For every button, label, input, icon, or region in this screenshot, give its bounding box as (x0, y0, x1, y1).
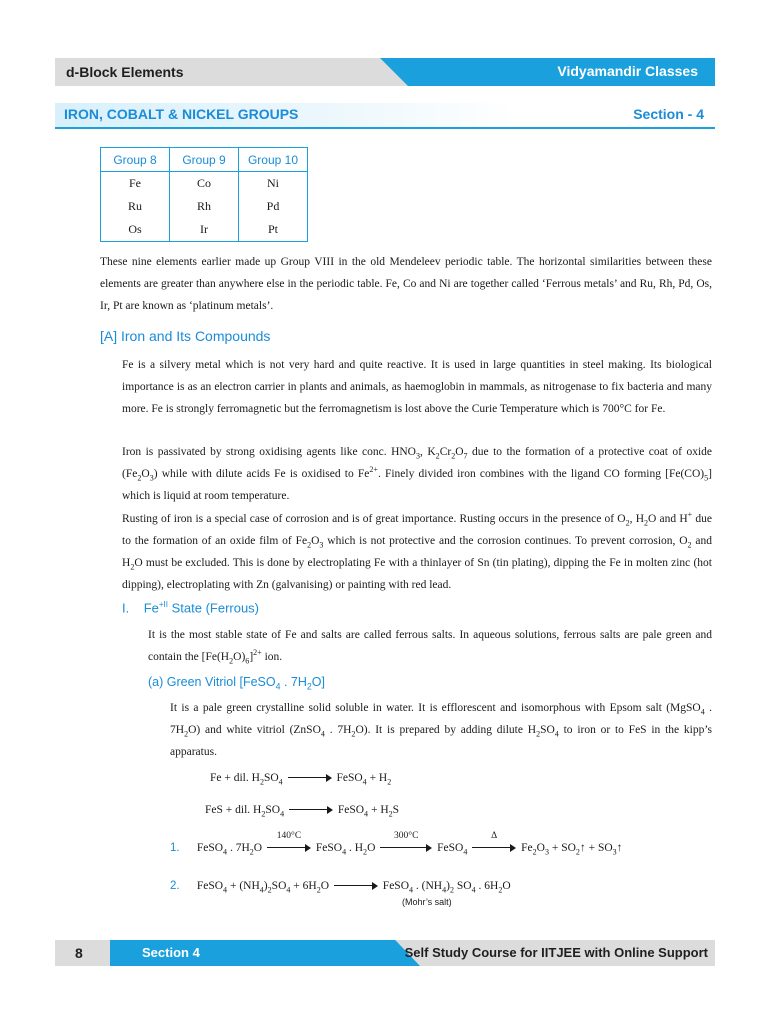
ferrous-numeral: I. (122, 600, 130, 616)
subscript: 2 (435, 451, 440, 461)
table-header: Group 8 (101, 148, 170, 172)
subscript: 2 (137, 473, 142, 483)
subscript: 4 (275, 681, 281, 692)
subscript: 2 (249, 847, 254, 857)
eq4-number: 2. (170, 880, 180, 892)
section-number: Section - 4 (633, 106, 704, 122)
footer-section: Section 4 (142, 945, 200, 960)
chapter-title: d-Block Elements (66, 64, 184, 80)
section-rule (55, 127, 715, 129)
subscript: 2 (316, 885, 321, 895)
subscript: 4 (364, 809, 369, 819)
eq3-intermediate-2: FeSO$_4$ (437, 842, 468, 857)
subscript: 6 (245, 656, 250, 666)
subscript: 4 (280, 809, 285, 819)
subscript: 7 (463, 451, 468, 461)
table-header: Group 10 (239, 148, 308, 172)
institute-name: Vidyamandir Classes (557, 63, 698, 79)
subscript: 4 (554, 729, 559, 739)
eq3-reactant: FeSO$_4$ . $7H_2O$ (196, 842, 263, 857)
subscript: 3 (612, 847, 617, 857)
reaction-arrow: 300°C (380, 844, 432, 852)
reaction-arrow: 140°C (267, 844, 311, 852)
section-title: IRON, COBALT & NICKEL GROUPS (64, 106, 299, 122)
subscript: 2 (388, 809, 393, 819)
green-vitriol-para: It is a pale green crystalline solid soluble in water. It is efflorescent and isomorphous with Epsom salt (MgSO$_4$ . $7H_2O$) and white vitriol (ZnSO$_4$ . $7H_2O$). It is prepared by adding dilute $H_2SO_4$ to iron or to FeS in the kipp’s apparatus. (170, 702, 713, 758)
equation-2 (205, 804, 400, 819)
subscript: 4 (223, 885, 228, 895)
iron-para-1: Fe is a silvery metal which is not very hard and quite reactive. It is used in large quantities in steel making. Its biological importance is as an electron carrier in plants and animals, as haemoglobin in mammals, as nitrogenase to fix bacteria and many more. Fe is strongly ferromagnetic but the ferromagnetism is lost above the Curie Temperature which is 700°C for Fe. (122, 359, 712, 415)
subscript: 4 (286, 885, 291, 895)
subscript: 2 (575, 847, 580, 857)
table-row (101, 218, 308, 242)
eq3-number: 1. (170, 842, 180, 854)
subscript: 4 (700, 707, 705, 717)
superscript: + (687, 510, 693, 520)
subscript: 2 (351, 729, 356, 739)
reaction-arrow (334, 882, 378, 890)
subscript: 2 (130, 562, 135, 572)
eq4-rhs: FeSO$_4$ . $(NH_4)_2$ $SO_4$ . $6H_2O$ (382, 880, 511, 895)
subscript: 3 (319, 540, 324, 550)
page-number: 8 (75, 945, 83, 961)
subscript: 2 (536, 729, 541, 739)
subscript: 2 (625, 518, 630, 528)
iron-para-3: Rusting of iron is a special case of corrosion and is of great importance. Rusting occurs in the presence of $O_2$, $H_2O$ and H+ due to the formation of an oxide film of $Fe_2O_3$ which is not protective and the corrosion continues. To prevent corrosion, $O_2$ and $H_2O$ must be excluded. This is done by electroplating Fe with a thinlayer of Sn (tin plating), dipping the Fe in molten zinc (hot dipping), electroplating with Zn (galvanising) or painting with red lead. (122, 510, 712, 591)
reaction-arrow (288, 774, 332, 782)
table-cell: Ni (239, 172, 308, 196)
subscript: 4 (278, 777, 283, 787)
table-row (101, 172, 308, 196)
subscript: 2 (307, 540, 312, 550)
subscript: 2 (306, 681, 312, 692)
subscript: 4 (442, 885, 447, 895)
subscript: 2 (449, 885, 455, 895)
subscript: 2 (687, 540, 692, 550)
table-cell: Pt (239, 218, 308, 242)
groups-table (100, 147, 308, 242)
equation-1 (210, 772, 392, 787)
subscript: 4 (463, 847, 468, 857)
subscript: 5 (704, 473, 709, 483)
subscript: 2 (387, 777, 392, 787)
eq3-products: $Fe_2O_3$ + $SO_2↑$ + $SO_3↑$ (521, 842, 623, 857)
superscript: 2+ (369, 465, 378, 475)
table-cell: Ru (101, 195, 170, 218)
iron-para-2: Iron is passivated by strong oxidising agents like conc. $HNO_3$, $K_2Cr_2O_7$ due to the formation of a protective coat of oxide $(Fe_2O_3)$ while with dilute acids Fe is oxidised to $Fe^{2+}$. Finely divided iron combines with the ligand CO forming $[Fe(CO)_5]$ which is liquid at room temperature. (122, 446, 712, 502)
eq3-intermediate-1: FeSO$_4$ . $H_2O$ (315, 842, 376, 857)
superscript: 2+ (253, 648, 262, 658)
subscript: 4 (259, 885, 264, 895)
subscript: 4 (409, 885, 414, 895)
footer-course: Self Study Course for IITJEE with Online Support (404, 945, 708, 960)
subscript: 4 (320, 729, 325, 739)
subscript: 2 (261, 809, 266, 819)
subscript: 2 (229, 656, 234, 666)
reaction-arrow (289, 806, 333, 814)
eq4-lhs: FeSO$_4$ + $(NH_4)_2SO_4 + 6H_2O$ (196, 880, 330, 895)
table-header: Group 9 (170, 148, 239, 172)
table-cell: Os (101, 218, 170, 242)
subscript: 2 (644, 518, 649, 528)
intro-paragraph: These nine elements earlier made up Group VIII in the old Mendeleev periodic table. The horizontal similarities between these elements are greater than anywhere else in the periodic table. Fe, Co and Ni are together called ‘Ferrous metals’ and Ru, Rh, Pd, Os, Ir, Pt are known as ‘platinum metals’. (100, 256, 712, 312)
subscript: 4 (342, 847, 347, 857)
table-cell: Co (170, 172, 239, 196)
equation-3 (170, 831, 623, 857)
subscript: 2 (363, 847, 368, 857)
table-cell: Pd (239, 195, 308, 218)
eq1-rhs: FeSO$_4$ + $H_2$ (336, 772, 392, 787)
subscript: 2 (259, 777, 264, 787)
mohrs-salt-label: (Mohr’s salt) (402, 897, 452, 907)
subscript: 4 (223, 847, 228, 857)
subscript: 2 (451, 451, 456, 461)
subscript: 2 (184, 729, 189, 739)
subscript: 2 (267, 885, 272, 895)
subscript: 2 (532, 847, 537, 857)
eq2-lhs: FeS + dil. $H_2SO_4$ (205, 804, 285, 819)
table-cell: Fe (101, 172, 170, 196)
subscript: 3 (416, 451, 421, 461)
table-row (101, 195, 308, 218)
ferrous-para: It is the most stable state of Fe and salts are called ferrous salts. In aqueous solutions, ferrous salts are pale green and contain the $[Fe(H_2O)_6]^{2+}$ ion. (148, 629, 712, 666)
ferrous-base: Fe (143, 600, 159, 616)
subscript: 4 (362, 777, 367, 787)
reaction-arrow: Δ (472, 844, 516, 852)
ferrous-sup: +II (158, 600, 168, 609)
subscript: 3 (149, 473, 154, 483)
subscript: 3 (544, 847, 549, 857)
subscript: 4 (471, 885, 476, 895)
table-cell: Rh (170, 195, 239, 218)
ferrous-heading (122, 600, 259, 615)
ferrous-rest: State (Ferrous) (167, 600, 260, 616)
equation-4 (170, 880, 511, 895)
section-a-heading: [A] Iron and Its Compounds (100, 328, 271, 344)
eq1-lhs: Fe + dil. $H_2SO_4$ (210, 772, 283, 787)
green-vitriol-heading: (a) Green Vitriol [FeSO$_4$ . $7H_2O$] (148, 675, 325, 692)
eq2-rhs: FeSO$_4$ + $H_2S$ (337, 804, 400, 819)
subscript: 2 (498, 885, 503, 895)
table-cell: Ir (170, 218, 239, 242)
